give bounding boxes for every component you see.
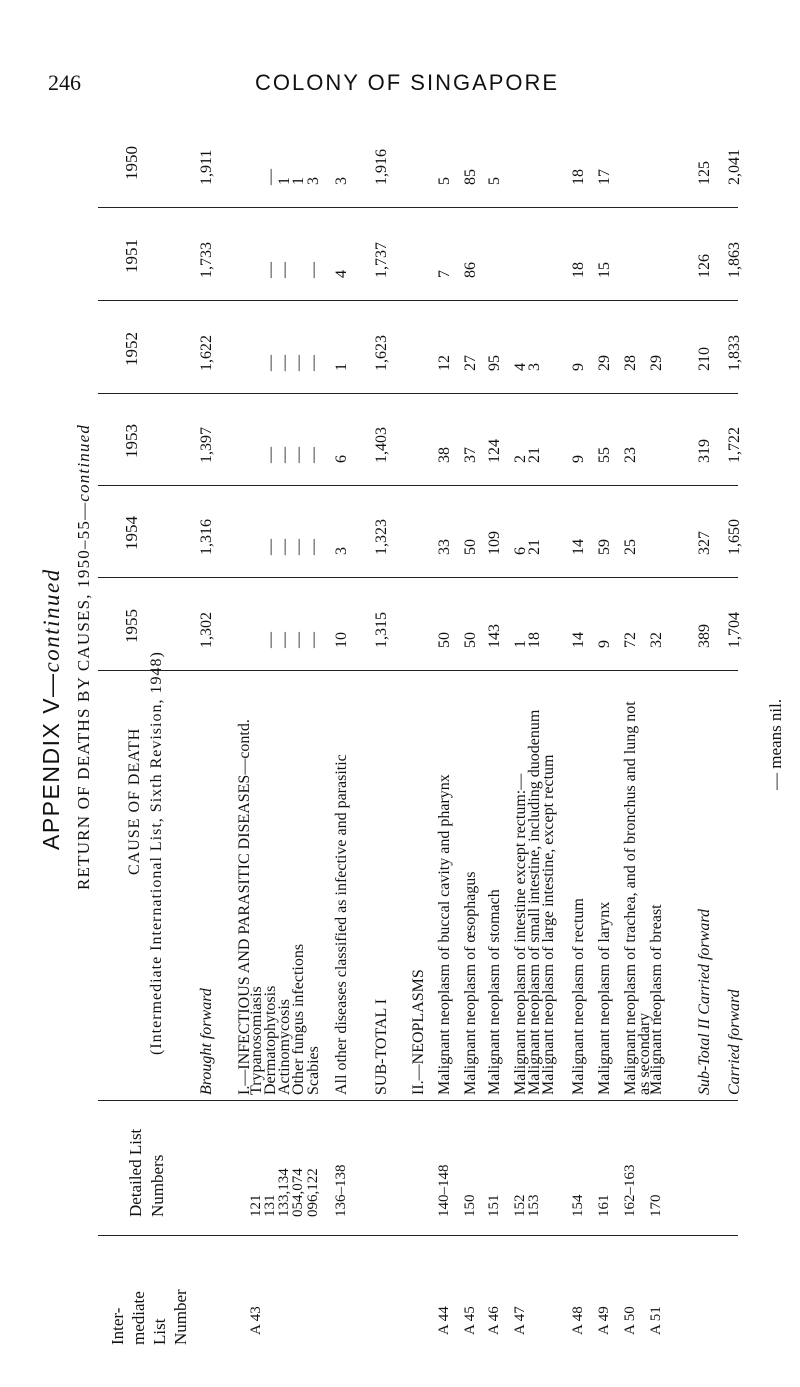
death-count-cell: — (276, 447, 293, 463)
death-count-cell: 1,916 (373, 149, 390, 185)
intermediate-list-number: A 44 (436, 1306, 452, 1335)
death-count-cell: 4 (333, 270, 350, 278)
detailed-list-number: 136–138 (333, 1164, 349, 1217)
death-count-cell: 37 (462, 447, 479, 463)
death-count-cell: — (290, 447, 307, 463)
death-count-cell: 125 (696, 161, 713, 185)
detailed-list-number: 131 (262, 1194, 278, 1217)
death-count-cell: — (305, 539, 322, 555)
death-count-cell: — (290, 539, 307, 555)
cause-label: Trypanosomiasis (248, 986, 265, 1095)
year-header: 1951 (122, 239, 141, 273)
death-count-cell: 210 (696, 347, 713, 371)
death-count-cell: 1 (512, 640, 529, 648)
year-header: 1955 (122, 609, 141, 643)
death-count-cell: 1 (290, 177, 307, 185)
cause-label: Malignant neoplasm of rectum (570, 898, 587, 1095)
death-count-cell: 59 (596, 539, 613, 555)
intermediate-list-number: A 50 (622, 1306, 638, 1335)
death-count-cell: 33 (436, 539, 453, 555)
cause-label: Carried forward (726, 989, 743, 1095)
cause-label: Malignant neoplasm of large intestine, except rectum (540, 754, 557, 1095)
intermediate-list-number: A 48 (570, 1306, 586, 1335)
detailed-list-number: 054,074 (290, 1168, 306, 1217)
cause-label: Malignant neoplasm of buccal cavity and pharynx (436, 774, 453, 1095)
intermediate-list-number: A 51 (648, 1306, 664, 1335)
death-count-cell: — (305, 632, 322, 648)
death-count-cell: 14 (570, 632, 587, 648)
death-count-cell: — (276, 262, 293, 278)
intermediate-list-number: A 46 (486, 1306, 502, 1335)
death-count-cell: 1,737 (373, 242, 390, 278)
death-count-cell: 1,704 (726, 612, 743, 648)
death-count-cell: 319 (696, 439, 713, 463)
death-count-cell: 32 (648, 632, 665, 648)
death-count-cell: 14 (570, 539, 587, 555)
cause-label: I.—INFECTIOUS AND PARASITIC DISEASES—contd. (236, 719, 253, 1095)
year-header: 1952 (122, 332, 141, 366)
cause-label: Malignant neoplasm of intestine except rectum:— (512, 773, 529, 1095)
detailed-list-number: 150 (462, 1194, 478, 1217)
death-count-cell: — (262, 447, 279, 463)
cause-label: Malignant neoplasm of œsophagus (462, 871, 479, 1095)
death-count-cell: — (276, 539, 293, 555)
detailed-list-number: 162–163 (622, 1164, 638, 1217)
death-count-cell: 50 (436, 632, 453, 648)
death-count-cell: 143 (486, 624, 503, 648)
death-count-cell: 18 (570, 169, 587, 185)
death-count-cell: 25 (622, 539, 639, 555)
cause-label: Other fungus infections (290, 943, 307, 1095)
return-heading (74, 424, 94, 890)
detailed-list-number: 152 (512, 1194, 528, 1217)
row-divider (98, 485, 738, 486)
cause-label: II.—NEOPLASMS (410, 969, 427, 1095)
death-count-cell: 18 (526, 632, 543, 648)
appendix-heading (38, 568, 65, 850)
death-count-cell: 1,833 (726, 335, 743, 371)
intermediate-header-line: Inter- (108, 1307, 127, 1345)
death-count-cell: 86 (462, 262, 479, 278)
death-count-cell: 1,733 (198, 242, 215, 278)
death-count-cell: 2 (512, 455, 529, 463)
deaths-table (98, 115, 748, 1375)
cause-label: Dermatophytosis (262, 985, 279, 1095)
cause-label: Actinomycosis (276, 999, 293, 1095)
death-count-cell: 1,911 (198, 149, 215, 185)
death-count-cell: 1,397 (198, 427, 215, 463)
death-count-cell: 29 (648, 355, 665, 371)
death-count-cell: 1,403 (373, 427, 390, 463)
detailed-list-number: 140–148 (436, 1164, 452, 1217)
detailed-header-line: Detailed List (126, 1128, 145, 1217)
intermediate-list-number: A 45 (462, 1306, 478, 1335)
death-count-cell: 23 (622, 447, 639, 463)
death-count-cell: 95 (486, 355, 503, 371)
death-count-cell: — (262, 169, 279, 185)
death-count-cell: 21 (526, 447, 543, 463)
death-count-cell: 1 (333, 363, 350, 371)
death-count-cell: 3 (526, 363, 543, 371)
death-count-cell: 1,316 (198, 519, 215, 555)
cause-label: Scabies (305, 1046, 322, 1095)
death-count-cell: 1 (276, 177, 293, 185)
death-count-cell: 9 (570, 363, 587, 371)
death-count-cell: 15 (596, 262, 613, 278)
row-divider (98, 1100, 738, 1101)
detailed-list-number: 153 (526, 1194, 542, 1217)
death-count-cell: 7 (436, 270, 453, 278)
cause-label: All other diseases classified as infective and parasitic (333, 754, 350, 1095)
death-count-cell: 1,650 (726, 519, 743, 555)
intermediate-list-number: A 47 (512, 1306, 528, 1335)
detailed-list-number: 161 (596, 1194, 612, 1217)
cause-header-line: (Intermediate International List, Sixth Revision, 1948) (148, 651, 165, 1055)
death-count-cell: 124 (486, 439, 503, 463)
intermediate-header-line: List (150, 1318, 169, 1345)
cause-label: Malignant neoplasm of larynx (596, 901, 613, 1095)
death-count-cell: 1,623 (373, 335, 390, 371)
detailed-list-number: 096,122 (305, 1168, 321, 1217)
cause-label: Malignant neoplasm of trachea, and of bronchus and lung not (622, 701, 639, 1095)
death-count-cell: — (262, 262, 279, 278)
death-count-cell: — (305, 447, 322, 463)
death-count-cell: 17 (596, 169, 613, 185)
death-count-cell: 10 (333, 632, 350, 648)
year-header: 1950 (122, 146, 141, 180)
cause-label: Sub-Total II Carried forward (696, 909, 713, 1095)
death-count-cell: 3 (333, 177, 350, 185)
death-count-cell: — (305, 262, 322, 278)
detailed-list-number: 170 (648, 1194, 664, 1217)
death-count-cell: 6 (512, 547, 529, 555)
year-header: 1953 (122, 424, 141, 458)
death-count-cell: 2,041 (726, 149, 743, 185)
death-count-cell: 126 (696, 254, 713, 278)
death-count-cell: 28 (622, 355, 639, 371)
death-count-cell: 1,302 (198, 612, 215, 648)
intermediate-header-line: Number (171, 1289, 190, 1345)
death-count-cell: 6 (333, 455, 350, 463)
death-count-cell: 1,622 (198, 335, 215, 371)
death-count-cell: 55 (596, 447, 613, 463)
death-count-cell: 27 (462, 355, 479, 371)
return-heading-continued: continued (74, 423, 93, 502)
death-count-cell: 1,323 (373, 519, 390, 555)
row-divider (98, 393, 738, 394)
death-count-cell: 109 (486, 531, 503, 555)
detailed-header-line: Numbers (148, 1154, 167, 1217)
cause-label: Malignant neoplasm of breast (648, 904, 665, 1095)
death-count-cell: 389 (696, 624, 713, 648)
detailed-list-number: 133,134 (276, 1168, 292, 1217)
death-count-cell: 4 (512, 363, 529, 371)
intermediate-list-number: A 49 (596, 1306, 612, 1335)
death-count-cell: 3 (305, 177, 322, 185)
detailed-list-number: 121 (248, 1194, 264, 1217)
death-count-cell: — (262, 539, 279, 555)
death-count-cell: 85 (462, 169, 479, 185)
page-number: 246 (48, 70, 81, 95)
cause-label: SUB-TOTAL I (373, 998, 390, 1095)
cause-label-continued: as secondary (636, 1012, 653, 1095)
death-count-cell: 1,863 (726, 242, 743, 278)
intermediate-list-number: A 43 (248, 1306, 264, 1335)
death-count-cell: 72 (622, 632, 639, 648)
row-divider (98, 577, 738, 578)
death-count-cell: 1,315 (373, 612, 390, 648)
death-count-cell: — (276, 355, 293, 371)
intermediate-header-line: mediate (129, 1291, 148, 1345)
death-count-cell: 327 (696, 531, 713, 555)
row-divider (98, 207, 738, 208)
running-title: COLONY OF SINGAPORE (255, 70, 560, 95)
death-count-cell: — (290, 355, 307, 371)
death-count-cell: 9 (570, 455, 587, 463)
death-count-cell: 12 (436, 355, 453, 371)
death-count-cell: — (305, 355, 322, 371)
cause-label: Malignant neoplasm of small intestine, including duodenum (526, 709, 543, 1095)
death-count-cell: 38 (436, 447, 453, 463)
appendix-heading-continued: continued (39, 568, 64, 673)
cause-label: Malignant neoplasm of stomach (486, 889, 503, 1095)
death-count-cell: — (262, 355, 279, 371)
year-header: 1954 (122, 516, 141, 550)
death-count-cell: 5 (436, 177, 453, 185)
death-count-cell: 50 (462, 632, 479, 648)
death-count-cell: — (290, 632, 307, 648)
row-divider (98, 300, 738, 301)
death-count-cell: 21 (526, 539, 543, 555)
death-count-cell: 18 (570, 262, 587, 278)
row-divider (98, 1235, 738, 1236)
death-count-cell: 29 (596, 355, 613, 371)
cause-header-line: CAUSE OF DEATH (126, 727, 143, 875)
row-divider (98, 670, 738, 671)
detailed-list-number: 154 (570, 1194, 586, 1217)
death-count-cell: 50 (462, 539, 479, 555)
death-count-cell: 3 (333, 547, 350, 555)
return-heading-main: RETURN OF DEATHS BY CAUSES, 1950–55— (74, 501, 93, 890)
detailed-list-number: 151 (486, 1194, 502, 1217)
death-count-cell: — (262, 632, 279, 648)
appendix-heading-main: APPENDIX V— (38, 672, 64, 850)
death-count-cell: 9 (596, 640, 613, 648)
death-count-cell: 5 (486, 177, 503, 185)
death-count-cell: 1,722 (726, 427, 743, 463)
cause-label: Brought forward (198, 988, 215, 1095)
death-count-cell: — (276, 632, 293, 648)
footnote: — means nil. (766, 698, 785, 790)
